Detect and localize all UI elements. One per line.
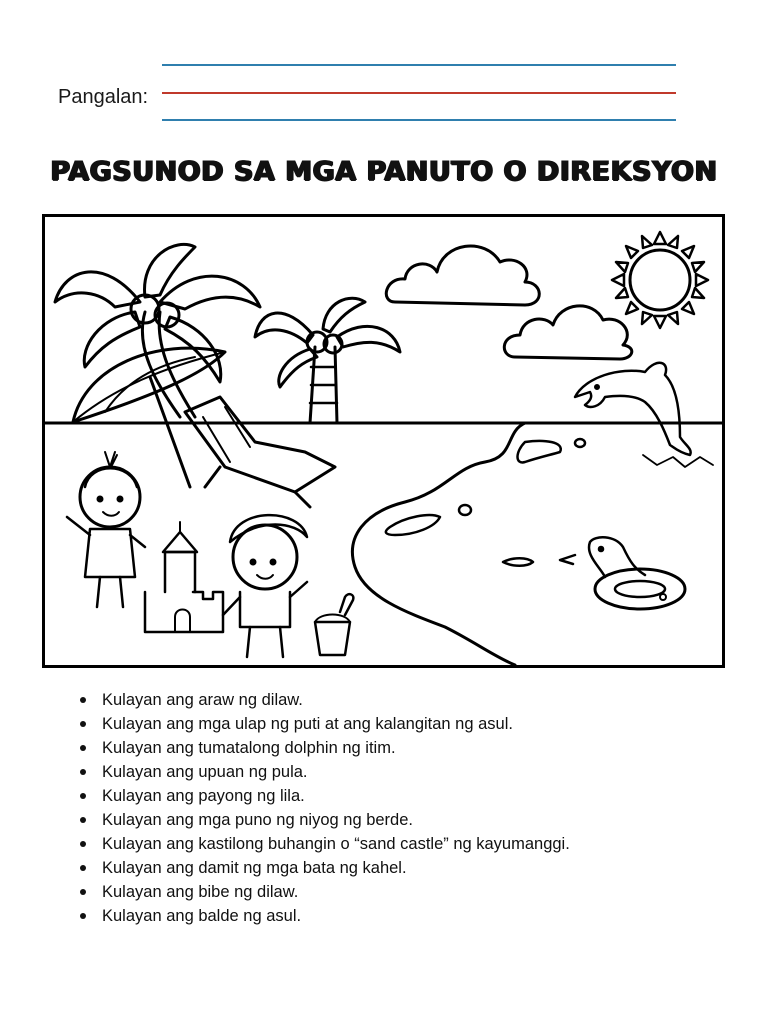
sea-wave [386, 515, 440, 535]
boy-icon [223, 515, 307, 657]
name-label: Pangalan: [58, 86, 149, 108]
beach-coloring-scene [42, 214, 725, 668]
name-bottom-line [162, 119, 676, 121]
instruction-item: Kulayan ang bibe ng dilaw. [102, 880, 762, 904]
sea-wave [518, 441, 561, 463]
instruction-item: Kulayan ang payong ng lila. [102, 784, 762, 808]
instructions-list [76, 688, 762, 928]
instruction-item: Kulayan ang upuan ng pula. [102, 760, 762, 784]
sand-castle-icon [145, 522, 223, 632]
page-title: PAGSUNOD SA MGA PANUTO O DIREKSYON [50, 156, 718, 187]
instruction-item: Kulayan ang kastilong buhangin o “sand castle” ng kayumanggi. [102, 832, 762, 856]
instruction-item: Kulayan ang tumatalong dolphin ng itim. [102, 736, 762, 760]
sun-icon [612, 232, 708, 328]
sea-wave [503, 558, 533, 566]
beach-chair-icon [185, 397, 335, 507]
bucket-icon [315, 594, 353, 655]
duck-float-icon [560, 537, 685, 609]
palm-tree-icon [255, 298, 400, 423]
instruction-item: Kulayan ang araw ng dilaw. [102, 688, 762, 712]
name-middle-line[interactable] [162, 92, 676, 94]
cloud-icon [386, 246, 539, 305]
sea-wave [459, 505, 471, 515]
instruction-item: Kulayan ang balde ng asul. [102, 904, 762, 928]
instruction-item: Kulayan ang mga ulap ng puti at ang kalangitan ng asul. [102, 712, 762, 736]
name-section [0, 0, 768, 130]
sea-wave [575, 439, 585, 447]
cloud-icon [504, 306, 631, 359]
dolphin-icon [575, 363, 713, 467]
instruction-item: Kulayan ang damit ng mga bata ng kahel. [102, 856, 762, 880]
instruction-item: Kulayan ang mga puno ng niyog ng berde. [102, 808, 762, 832]
girl-icon [67, 452, 145, 607]
name-top-line [162, 64, 676, 66]
